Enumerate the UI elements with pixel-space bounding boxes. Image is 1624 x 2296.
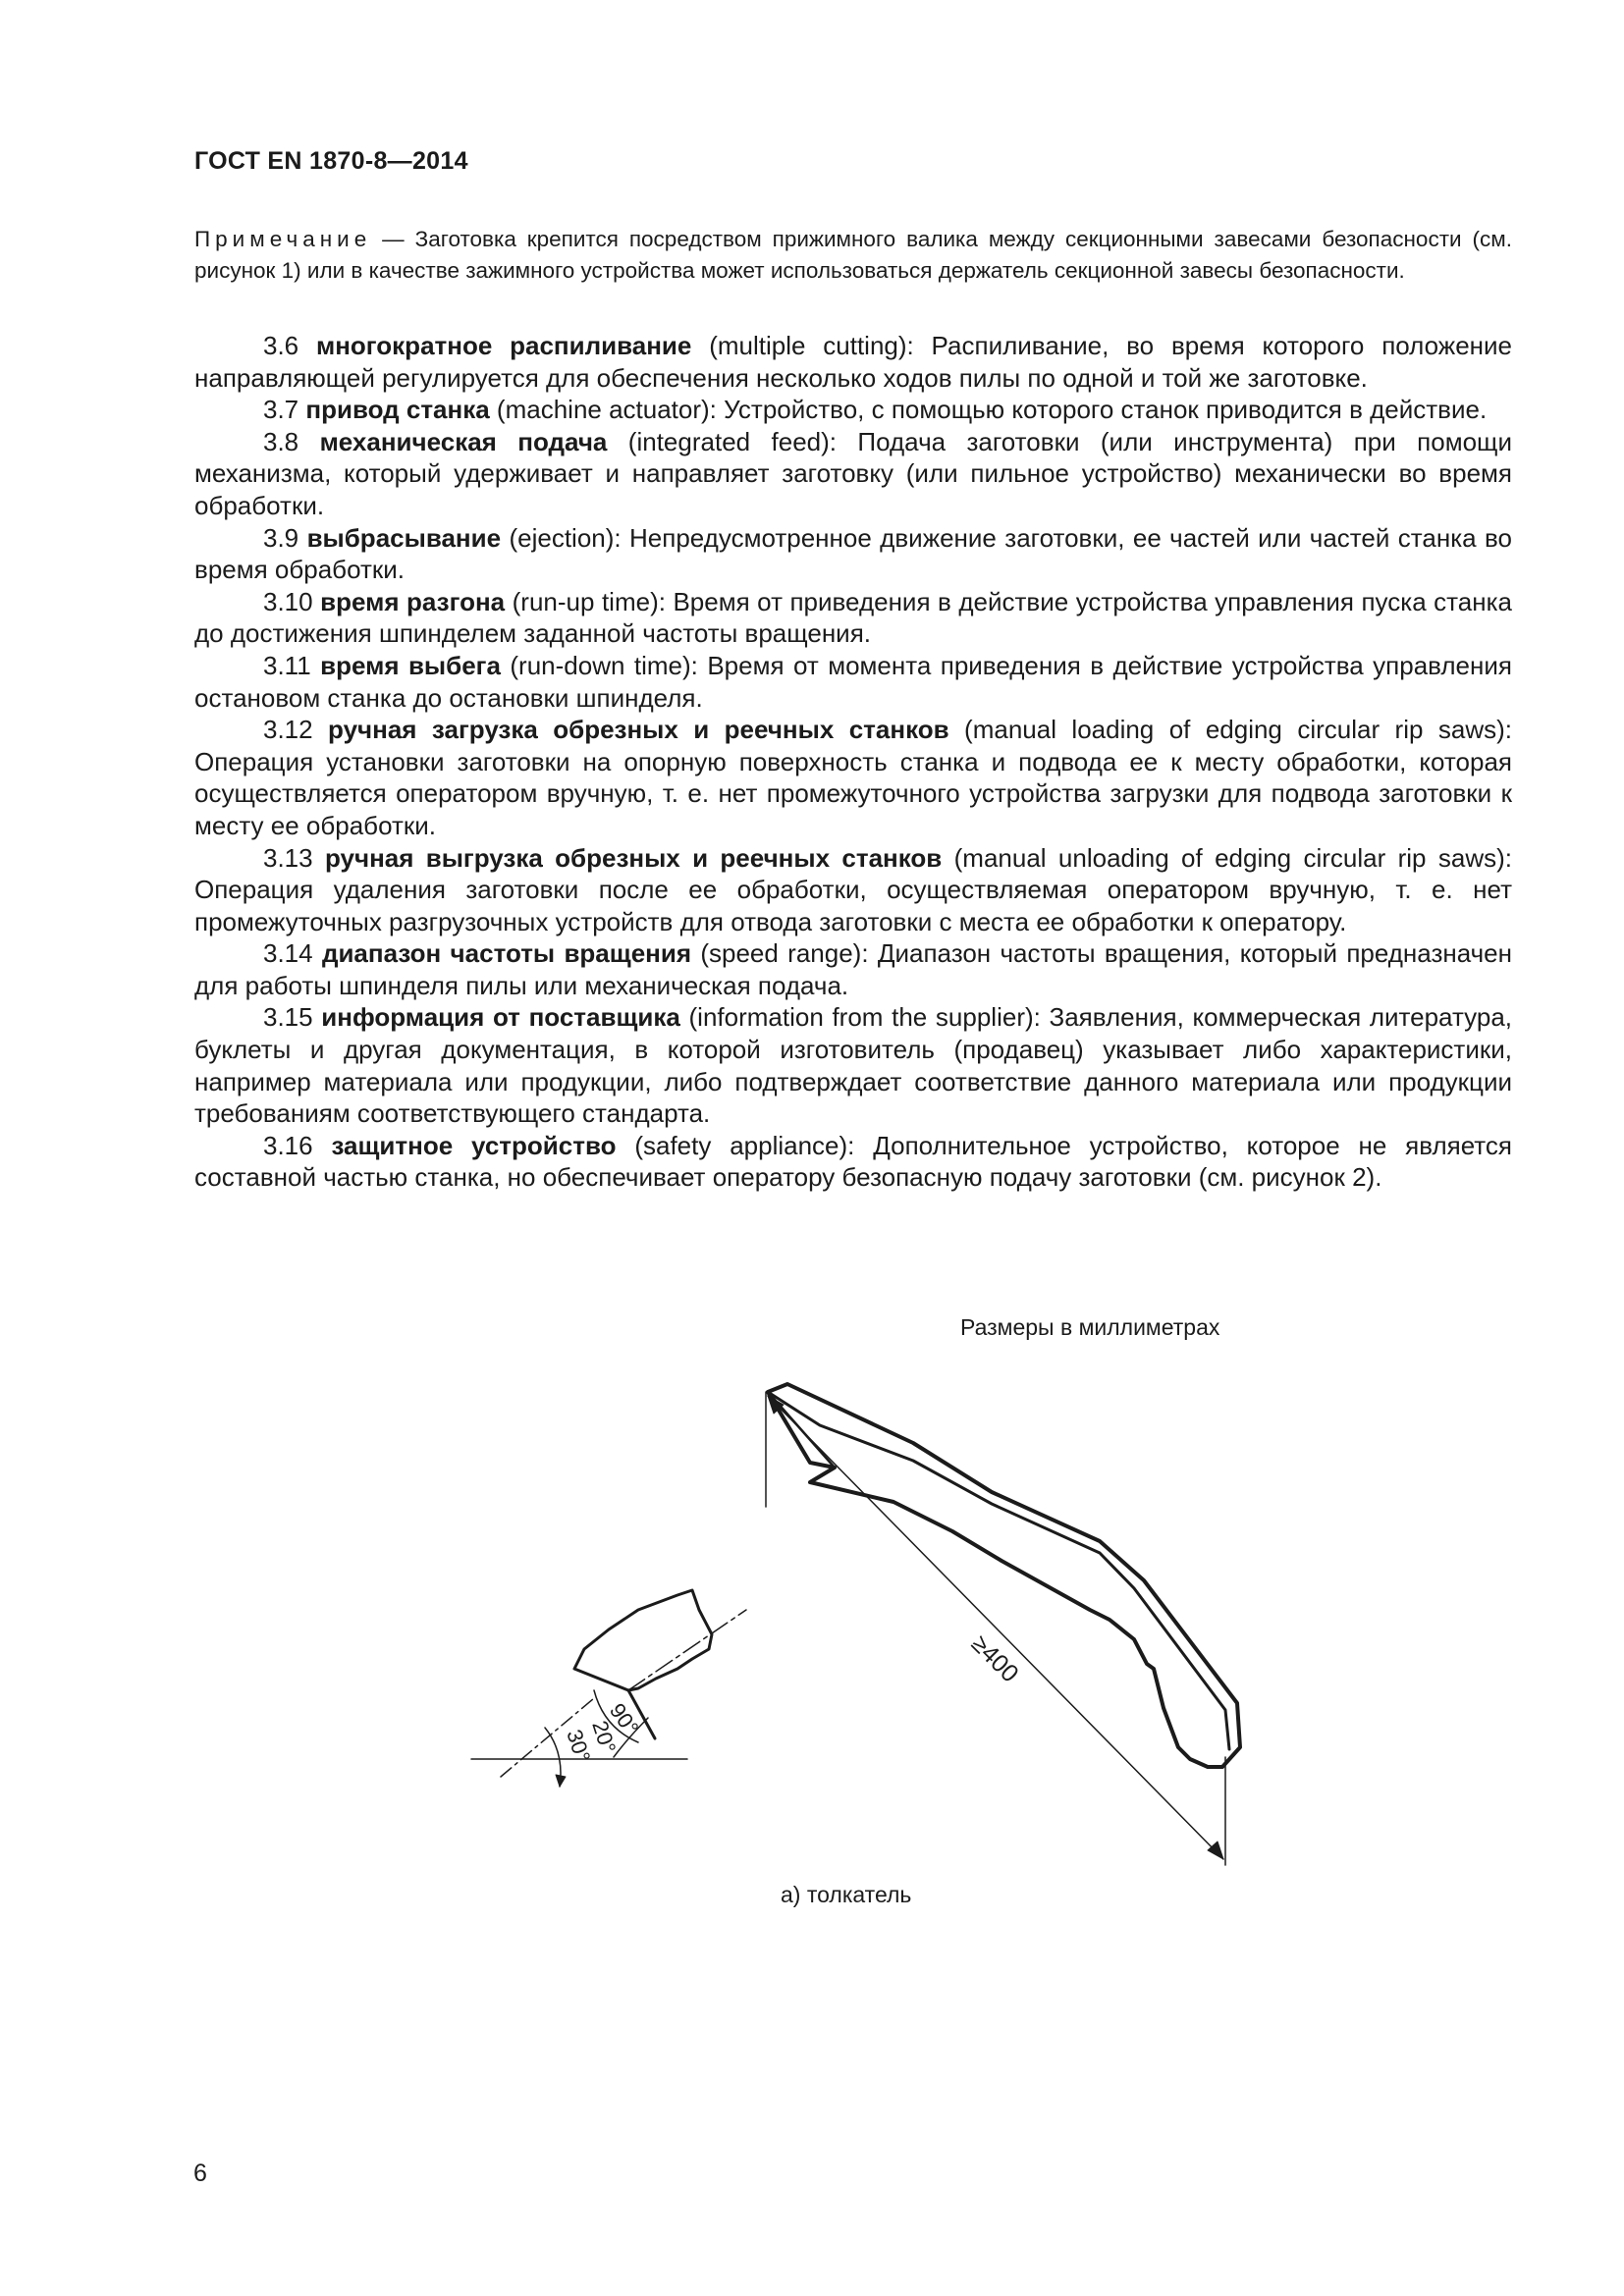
definition-3-10 (194, 586, 1512, 650)
definition-3-15 (194, 1001, 1512, 1129)
definition-number: 3.14 (263, 938, 313, 969)
definition-3-6 (194, 330, 1512, 394)
angle-30-arrow (556, 1775, 566, 1787)
definition-3-7 (194, 394, 1512, 426)
definition-3-16 (194, 1130, 1512, 1194)
definition-term: время выбега (320, 650, 501, 680)
definition-number: 3.8 (263, 426, 299, 456)
definition-3-14 (194, 937, 1512, 1001)
document-header: ГОСТ EN 1870-8—2014 (194, 147, 468, 175)
note-label: Примечание (194, 227, 372, 251)
definition-number: 3.16 (263, 1130, 313, 1160)
definition-text: (speed range): Диапазон частоты вращения, который предназначен для работы шпинделя пилы или механическая подача. (194, 938, 1512, 1000)
angle-30-label: 30° (562, 1726, 596, 1766)
definition-text: (machine actuator): Устройство, с помощью которого станок приводится в действие. (489, 395, 1488, 425)
definition-3-11 (194, 650, 1512, 714)
definition-text: (multiple cutting): Распиливание, во время которого положение направляющей регулируется для обеспечения несколько ходов пилы по одной и той же заготовке. (194, 331, 1512, 393)
figure-caption: а) толкатель (781, 1882, 912, 1907)
definition-text: (run-up time): Время от приведения в действие устройства управления пуска станка до достижения шпинделем заданной частоты вращения. (194, 586, 1513, 649)
tip-centerline (628, 1610, 746, 1690)
definition-number: 3.11 (263, 650, 311, 680)
definition-text: (manual loading of edging circular rip saws): Операция установки заготовки на опорную поверхность станка и подвода ее к месту обработки, которая осуществляется оператором вручную, т. е. нет промежуточного устройства загрузки для подвода заготовки к месту ее обработки. (194, 715, 1512, 840)
length-label: ≥400 (965, 1629, 1024, 1688)
definition-text: (manual unloading of edging circular rip saws): Операция удаления заготовки после ее обработки, осуществляемая оператором вручную, т. е. нет промежуточных разгрузочных устройств для отвода заготовки с места ее обработки к оператору. (194, 842, 1512, 936)
pusher-outline (768, 1384, 1240, 1767)
definition-term: привод станка (305, 395, 490, 425)
definition-term: диапазон частоты вращения (321, 938, 692, 969)
definition-number: 3.9 (263, 522, 299, 553)
page-number: 6 (193, 2160, 207, 2187)
definition-number: 3.15 (263, 1002, 313, 1033)
dimension-line (768, 1396, 1223, 1859)
definition-text: (integrated feed): Подача заготовки (или инструмента) при помощи механизма, который удерживает и направляет заготовку (или пильное устройство) механически во время обработки. (194, 426, 1512, 520)
definition-term: защитное устройство (331, 1130, 617, 1160)
definition-number: 3.6 (263, 331, 299, 360)
definition-3-9 (194, 522, 1512, 586)
definition-number: 3.13 (263, 842, 313, 873)
dimension-arrow-end (1208, 1842, 1223, 1859)
definition-term: информация от поставщика (321, 1002, 680, 1033)
definition-term: многократное распиливание (315, 331, 692, 360)
definition-term: ручная выгрузка обрезных и реечных станков (324, 842, 943, 873)
definition-term: время разгона (320, 586, 506, 616)
definition-text: (run-down time): Время от момента приведения в действие устройства управления остановом станка до остановки шпинделя. (194, 650, 1512, 713)
definition-number: 3.7 (263, 395, 299, 425)
definition-number: 3.10 (263, 586, 313, 616)
pusher-drawing (452, 1364, 1296, 1875)
dimensions-note: Размеры в миллиметрах (960, 1314, 1220, 1340)
definition-text: (safety appliance): Дополнительное устройство, которое не является составной частью станка, но обеспечивает оператору безопасную подачу заготовки (см. рисунок 2). (194, 1130, 1512, 1193)
definition-term: ручная загрузка обрезных и реечных станков (328, 715, 949, 745)
definition-3-12 (194, 714, 1512, 841)
definition-number: 3.12 (263, 715, 313, 745)
definition-3-13 (194, 842, 1512, 938)
definition-text: (information from the supplier): Заявления, коммерческая литература, буклеты и другая документация, в которой изготовитель (продавец) указывает либо характеристики, например материала или продукции, либо подтверждает соответствие данного материала или продукции требованиям соответствующего стандарта. (194, 1002, 1512, 1129)
definition-term: механическая подача (319, 426, 608, 456)
angle-20-label: 20° (587, 1717, 622, 1757)
definition-text: (ejection): Непредусмотренное движение заготовки, ее частей или частей станка во время обработки. (194, 522, 1512, 585)
tip-detail-outline (574, 1590, 712, 1690)
definition-term: выбрасывание (306, 522, 502, 553)
note-text: — Заготовка крепится посредством прижимного валика между секционными завесами безопасности (см. рисунок 1) или в качестве зажимного устройства может использоваться держатель секционной завесы безопасности. (194, 227, 1512, 283)
definition-3-8 (194, 426, 1512, 522)
definitions-section (194, 330, 1512, 1194)
angle-90-label: 90° (604, 1698, 644, 1740)
note-paragraph (194, 224, 1512, 287)
